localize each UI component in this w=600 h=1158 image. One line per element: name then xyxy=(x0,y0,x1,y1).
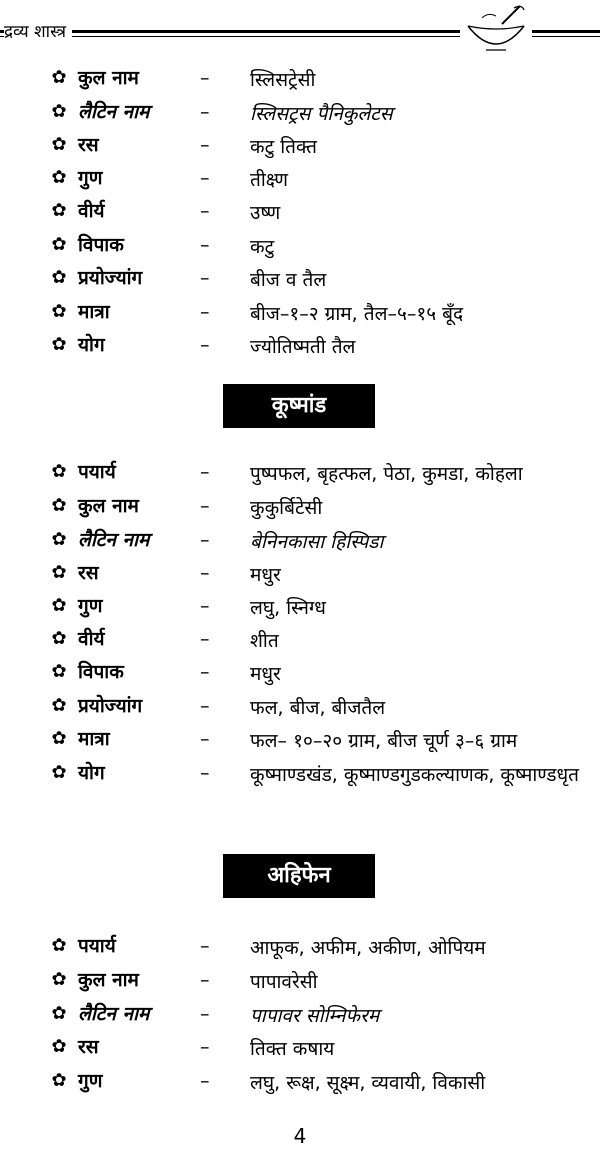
property-label: विपाक xyxy=(78,661,124,683)
flower-bullet-icon: ✿ xyxy=(51,67,67,88)
flower-bullet-icon: ✿ xyxy=(51,167,67,188)
flower-bullet-icon: ✿ xyxy=(51,461,67,482)
flower-bullet-icon: ✿ xyxy=(51,628,67,649)
property-value: फल, बीज, बीजतैल xyxy=(250,697,386,719)
property-row xyxy=(48,1067,598,1099)
property-row xyxy=(48,64,598,96)
flower-bullet-icon: ✿ xyxy=(51,1070,67,1091)
property-value: आफूक, अफीम, अकीण, ओपियम xyxy=(250,937,486,959)
property-label: योग xyxy=(78,334,105,356)
mortar-pestle-icon xyxy=(462,2,530,58)
property-row xyxy=(48,1033,598,1065)
property-row xyxy=(48,331,598,363)
header-rule-right-thin xyxy=(532,36,600,37)
flower-bullet-icon: ✿ xyxy=(51,661,67,682)
property-value: कूष्माण्डखंड, कूष्माण्डगुडकल्याणक, कूष्माण्डधृत xyxy=(250,764,579,786)
property-value: लघु, स्निग्ध xyxy=(250,597,326,619)
property-value: ज्योतिष्मती तैल xyxy=(250,336,356,358)
dash-separator: – xyxy=(200,134,210,156)
property-row xyxy=(48,725,598,757)
property-label: पयार्य xyxy=(78,461,116,483)
property-row xyxy=(48,692,598,724)
property-row xyxy=(48,231,598,263)
property-value: शीत xyxy=(250,630,279,652)
property-label: गुण xyxy=(78,167,103,189)
property-label: रस xyxy=(78,1036,99,1058)
property-label: योग xyxy=(78,762,105,784)
property-label: पयार्य xyxy=(78,935,116,957)
flower-bullet-icon: ✿ xyxy=(51,728,67,749)
property-row xyxy=(48,625,598,657)
flower-bullet-icon: ✿ xyxy=(51,1036,67,1057)
property-label: प्रयोज्यांग xyxy=(78,695,143,717)
property-label: कुल नाम xyxy=(78,495,139,517)
property-value: पापावर सोम्निफेरम xyxy=(250,1005,380,1027)
property-row xyxy=(48,592,598,624)
flower-bullet-icon: ✿ xyxy=(51,1003,67,1024)
flower-bullet-icon: ✿ xyxy=(51,495,67,516)
property-label: रस xyxy=(78,134,99,156)
property-label: लैटिन नाम xyxy=(78,529,150,551)
property-value: बीज व तैल xyxy=(250,269,327,291)
dash-separator: – xyxy=(200,1036,210,1058)
property-value: बीज–१–२ ग्राम, तैल–५–१५ बूँद xyxy=(250,303,464,325)
flower-bullet-icon: ✿ xyxy=(51,762,67,783)
property-label: मात्रा xyxy=(78,728,110,750)
flower-bullet-icon: ✿ xyxy=(51,935,67,956)
property-row xyxy=(48,458,598,490)
property-value: पापावरेसी xyxy=(250,971,318,993)
property-row xyxy=(48,1000,598,1032)
dash-separator: – xyxy=(200,1070,210,1092)
dash-separator: – xyxy=(200,267,210,289)
property-value: उष्ण xyxy=(250,202,281,224)
dash-separator: – xyxy=(200,167,210,189)
property-label: वीर्य xyxy=(78,628,105,650)
property-value: फल– १०–२० ग्राम, बीज चूर्ण ३–६ ग्राम xyxy=(250,730,518,752)
property-row xyxy=(48,264,598,296)
flower-bullet-icon: ✿ xyxy=(51,695,67,716)
property-row xyxy=(48,492,598,524)
dash-separator: – xyxy=(200,234,210,256)
property-row xyxy=(48,298,598,330)
dash-separator: – xyxy=(200,495,210,517)
section-title: अहिफेन xyxy=(223,854,375,898)
flower-bullet-icon: ✿ xyxy=(51,562,67,583)
property-label: गुण xyxy=(78,1070,103,1092)
property-value: कुकुर्बिटेसी xyxy=(250,497,323,519)
property-value: मधुर xyxy=(250,663,281,685)
flower-bullet-icon: ✿ xyxy=(51,301,67,322)
property-value: पुष्पफल, बृहत्फल, पेठा, कुमडा, कोहला xyxy=(250,463,523,485)
property-row xyxy=(48,164,598,196)
dash-separator: – xyxy=(200,101,210,123)
property-value: कटु तिक्त xyxy=(250,136,317,158)
dash-separator: – xyxy=(200,200,210,222)
property-row xyxy=(48,131,598,163)
property-value: स्लिसट्रस पैनिकुलेटस xyxy=(250,103,393,125)
dash-separator: – xyxy=(200,67,210,89)
property-value: मधुर xyxy=(250,564,281,586)
property-label: वीर्य xyxy=(78,200,105,222)
dash-separator: – xyxy=(200,595,210,617)
flower-bullet-icon: ✿ xyxy=(51,234,67,255)
dash-separator: – xyxy=(200,935,210,957)
property-row xyxy=(48,526,598,558)
property-value: तीक्ष्ण xyxy=(250,169,288,191)
property-label: कुल नाम xyxy=(78,969,139,991)
property-row xyxy=(48,932,598,964)
flower-bullet-icon: ✿ xyxy=(51,267,67,288)
property-label: लैटिन नाम xyxy=(78,1003,150,1025)
dash-separator: – xyxy=(200,728,210,750)
property-row xyxy=(48,966,598,998)
property-value: लघु, रूक्ष, सूक्ष्म, व्यवायी, विकासी xyxy=(250,1072,486,1094)
property-label: मात्रा xyxy=(78,301,110,323)
flower-bullet-icon: ✿ xyxy=(51,334,67,355)
header-rule-right xyxy=(532,30,600,33)
property-row xyxy=(48,98,598,130)
property-label: विपाक xyxy=(78,234,124,256)
property-label: गुण xyxy=(78,595,103,617)
property-value: कटु xyxy=(250,236,275,258)
dash-separator: – xyxy=(200,562,210,584)
page-header xyxy=(0,0,600,60)
dash-separator: – xyxy=(200,762,210,784)
property-label: कुल नाम xyxy=(78,67,139,89)
dash-separator: – xyxy=(200,969,210,991)
property-label: लैटिन नाम xyxy=(78,101,150,123)
property-row xyxy=(48,559,598,591)
dash-separator: – xyxy=(200,529,210,551)
flower-bullet-icon: ✿ xyxy=(51,134,67,155)
property-value: बेनिनकासा हिस्पिडा xyxy=(250,531,384,553)
page-number: 4 xyxy=(293,1124,307,1148)
property-row xyxy=(48,197,598,229)
property-row xyxy=(48,759,598,791)
flower-bullet-icon: ✿ xyxy=(51,101,67,122)
header-title: द्रव्य शास्त्र xyxy=(4,22,72,42)
flower-bullet-icon: ✿ xyxy=(51,529,67,550)
flower-bullet-icon: ✿ xyxy=(51,200,67,221)
dash-separator: – xyxy=(200,334,210,356)
property-value: स्लिसट्रेसी xyxy=(250,69,316,91)
dash-separator: – xyxy=(200,661,210,683)
property-label: प्रयोज्यांग xyxy=(78,267,143,289)
flower-bullet-icon: ✿ xyxy=(51,595,67,616)
property-value: तिक्त कषाय xyxy=(250,1038,335,1060)
property-label: रस xyxy=(78,562,99,584)
dash-separator: – xyxy=(200,1003,210,1025)
dash-separator: – xyxy=(200,628,210,650)
dash-separator: – xyxy=(200,695,210,717)
property-row xyxy=(48,658,598,690)
dash-separator: – xyxy=(200,461,210,483)
dash-separator: – xyxy=(200,301,210,323)
flower-bullet-icon: ✿ xyxy=(51,969,67,990)
section-title: कूष्मांड xyxy=(223,384,375,428)
